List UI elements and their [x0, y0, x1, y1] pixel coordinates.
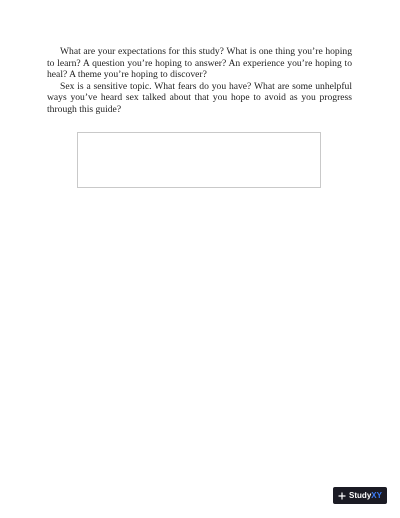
brand-name: Study	[349, 491, 372, 500]
answer-field[interactable]	[77, 132, 321, 188]
studyxy-badge[interactable]	[333, 487, 387, 504]
plus-icon	[338, 492, 346, 500]
brand-accent: XY	[371, 491, 382, 500]
brand-logo	[349, 491, 382, 500]
paragraph-fears: Sex is a sensitive topic. What fears do you have? What are some unhelpful ways you’ve heard sex talked about that you hope to avoid as you progress through this guide?	[47, 80, 352, 115]
body-text	[47, 46, 352, 116]
paragraph-expectations: What are your expectations for this study? What is one thing you’re hoping to learn? A question you’re hoping to answer? An experience you’re hoping to heal? A theme you’re hoping to discover?	[47, 46, 352, 81]
